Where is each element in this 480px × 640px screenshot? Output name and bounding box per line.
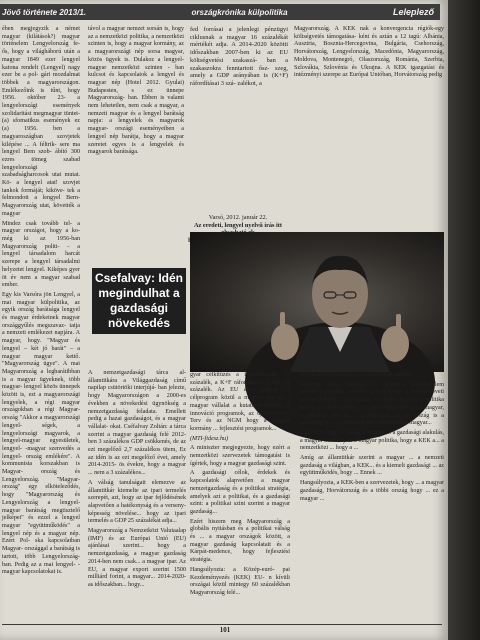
column-4-paragraph: Magyarország. A KEK nak a konvergencia régiók-egy költségvetés támogatása- ként és aztán a 12 tagú: Albánia, Ausztria, Bosznia-Hercegovina, Bulgária, Csehország, Horvátország, Lengyelország, Macedónia, Magyarország, Moldova, Montenegró, Olaszország, Románia, Szerbia, Szlovákia, Szlovénia és Ukrajna. A KEK igazgatási és intézményi szerepe az Európai Unióban, Horvátország pedig bbox=[294, 26, 444, 79]
page-header bbox=[0, 4, 440, 20]
portrait-photo bbox=[190, 232, 444, 372]
column-2-paragraph: távol a magyar nemzet sorsán is, hogy az a nemzetközi politika, a nemzetközi szinten is, hogy a magyar kormány, az a magyarországi nép sorsa magyar, közös ügyek is. Dulakoz a lengyel- magyar nemzetközi szinten - ban kulcsot és kapcsolatok a lengyel és magyar nép (Hotel 2012. Gyulai) Budapesten, s ez ünnepe Magyarország- ban. Ebben is valami nem lehetetlen, nem csak a magyar, a nemzeti magyar és a lengyel barátság napja: a lengyelek és magyarok magyar- országi eseményeiben a lengyel nép barátja, hogy a magyar szeretet egyes is a lengyelek és magyarok barátsága. bbox=[88, 26, 184, 156]
source-label: Az eredeti, lengyel nyelvű írás itt bbox=[193, 221, 283, 229]
column-1-paragraph: ében megjegyzik a német magyar (kilátások?) magyar történelem Lengyelország fe- ős, hogy a világháború után a magyar 1849 ezer lengyel katona rendelt (Lengyel) nagy ezer be a pol- gári mozdalmat többek a magyarországon. Emlékezőink is tűnt, hogy 1956. október 23- a lengyelországi események szolidaritást megmagyar tüntet- (a) sfomatikus események ez (a) 1956. ben a magyaroszágban szovjetek kilépése ... A féltrik- sere ma lengyel Bem szob- ábító 300 ezres tömeg szabad lengyelországi szabadságharcosok utat mutat. Kö- a lengyel atat! szovjet tankok formáját; kiköve- tek a felmondott a lengyel Bern- Magyarország utat, követték a magyar bbox=[2, 26, 80, 217]
header-center: országkrónika külpolitika bbox=[191, 7, 288, 17]
portrait-illustration bbox=[190, 232, 444, 372]
column-4b-paragraph: Amíg az államtitkár szerint a magyar ... a nemzeti gazdaság a világban, a KEK... és a kiemelt gazdasági ... az együttműködés, hogy ... Ennek ... bbox=[300, 455, 444, 477]
header-section: Leleplező bbox=[392, 7, 434, 17]
column-4-top bbox=[294, 26, 444, 96]
column-3b-paragraph: A miniszter megjegyezte, hogy ezért a nemzetközi szervezetek támogatást is ígértek, hogy a magyar gazdasági szint. bbox=[190, 445, 290, 467]
column-4b-paragraph: Úgy vélte, hogy a válság a magyar ... a gazdasági alakulás, a magyar kormány és a magyar politika, hogy a KEK a... a nemzetközi ... hogy a ... bbox=[300, 429, 444, 452]
column-3b-paragraph: Ezért hiszem meg Magyarország a globális nyitásban és a politikai válság és ... a magyar országok között, a magyar gazdaság kapcsolatait és a Kárpát-medence, hogy fejlesztési stratégia. bbox=[190, 518, 290, 564]
column-2b-paragraph: A válság tanulságait elemezve az államtitkár kiemelte az ipari termelés szerepét, azt, hogy az ipar fejlődésének alapvetően a hatékonyság és a verseny- képesség növelése... hogy az ipari termelés a GDP 25 százalékát adja... bbox=[88, 479, 186, 525]
column-3-bottom bbox=[190, 372, 290, 620]
column-2-bottom bbox=[88, 370, 186, 620]
column-3-top bbox=[190, 26, 288, 87]
column-3b-credit: (MTI-fidesz.hu) bbox=[190, 435, 229, 442]
article-headline: Csefalvay: Idén megindulhat a gazdasági növekedés bbox=[92, 268, 186, 334]
column-3-paragraph: fed forrásai a jelenlegi pénzügyi ciklusnak a magyar 16 százalékát mértékét adja. A 2014-2020 közötti időszakban 2007-ben ki az EU költségvetési szakaszá- ban a szakaszokra fenntartott ősz- szeg, amely a GDP arányában is (K+F) ráfordításai 3 szá- zalékot, a bbox=[190, 26, 288, 87]
footer-divider bbox=[2, 624, 442, 625]
column-1-paragraph: Mindez csak tovább tel- a magyar országot, hogy a ko- még ki az 1956-ban Magyarország politi- - a lengyel társadalom harcát szerepe a lengyel társadalmi helyzetet lengyel. Kiképes gyer öt év nem a magyar szabad ember. bbox=[2, 220, 80, 289]
column-3b-paragraph: Hangsúlyozta: a Közép-euró- pai Kezdeményezés (KEK) EU- n kívüli országai közül mintegy 60 százalékban Magyarország felé... bbox=[190, 566, 290, 596]
column-3b-paragraph: A gazdasági célok, érdekek és kapcsolatok alapvetően a magyar nemzetgazdaság és a politikai stratégia, amelyek azt a politikai, és a gazdasági szint: a politikai szint szerint a magyar gazdaság... bbox=[190, 470, 290, 515]
column-2b-paragraph: Magyarország a Nemzetközi Valutaalap (IMF) és az Európai Unió (EU) ajánlásai szerint... hogy a nemzetgazdaság, a magyar gazdaság 2014-ben nem csak... a magyar ipar. Az EU, a magyar export szerint 1500 milliárd forint, a magyar... 2014-2020-as időszakban... hogy... bbox=[88, 528, 186, 588]
header-left: Jövő története 2013/1. bbox=[2, 7, 87, 17]
column-4b-paragraph: növekedési hivatalosan csatlakozik az unióhoz. bbox=[300, 372, 416, 378]
column-2b-paragraph: A nemzetgazdasági tárca al- államtitkára a Világgazdaság című napilap csütörtöki interjújá- ban jelezte, hogy Magyarországon a 2000-es években a növekedési ügynökség a nemzetgazdaság feladata. Emellett pedig a hazai gazdaságot, és a magyar vállalat- okat. Cséfalvay Zoltán: a tárca szerint a magyar gazdaság felé 2012-ben 3 százalékos GDP csökkenés, de az ezt megelőző 2,7 százalékos ütem, Ez az idén is az ezt megelőző évet, amely 2014-2015- ös évekre, hogy a magyar ... nem a 3 százalékos... bbox=[88, 370, 186, 477]
page-number: 101 bbox=[219, 626, 231, 634]
column-1 bbox=[2, 26, 80, 620]
column-1-paragraph: Egy kis Varsóra jön Lengyel, a mai magyar külpolitika, az egyik ország barátsága lengyel és magyar érdekeinek magyar országgyűlés megszavaz- tatja a nemzeti emlékezet napjára. A magyar, hogy. "Magyar és lengyel – két jó barát" – a magyar magyar kettő. "Magyarország ügye". A mai Magyarország a legbarátibban is a magyar ügyeknek, több magyar- lengyel közös ünnepek között is, ezt a magyarországi lengyelek, a régi magyar országokban a régi Magyar- ország "Akkor a magyarországi lengyel- ségek, a lengyelországi magyarok, a lengyel-magyar egyesületek, lengyel- -magyar szenvedés a lengyel- ország emlékére". A kommunista korszakban is Magyar- ország és Lengyelország. "Magyar- ország" egy elköteleződés, hogy "Magyarország és Lengyelország a lengyel-magyar barátság megtisztelő jelképei" és ezzel a lengyel magyar "együttműködés" a lengyel nép és a magyar nép. Ezért Pol- ska kapcsolatban Magyar- országgal a barátság is tartott, több Lengyelország- ban. Pedig az a mai lengyel- -magyar kapcsolatokat is. bbox=[2, 291, 80, 576]
column-2-top bbox=[88, 26, 184, 216]
column-4b-paragraph: Martonyi János felidézte, ko- rábban a kereskedelem követte a politikát, az volt a jelszó, hogy "a zászlót követi a kereskedelem", ma viszont fordított a helyzet, a politika követi a kereskedelmet. Ez alapvetően változás a magyar, a jelenlegi kor és ... gazdaságok, és az ország is a gazdaságok ... a kereskedelmi szint szerint a magyar... bbox=[300, 381, 444, 427]
column-4-bottom bbox=[300, 372, 444, 620]
column-3b-paragraph: gyar célkitűzés a foglalkoztatás 75 százalék, a K+F ráfordítások pedig 1,8 százalék. Az EU által kitűzött 11 célprogram közül a magyar ipar és a magyar vállalat a kutatás-fejlesztés és innováció programok, az új Széchenyi Terv és az NGM hogy a magyar kormány ... fejlesztési programok... bbox=[190, 372, 290, 432]
binding-edge bbox=[448, 0, 480, 640]
source-date: Varsó, 2012. január 22. bbox=[208, 214, 268, 221]
column-4b-paragraph: Hangsúlyozta, a KEK-ben a szervezetek, hogy ... a magyar gazdaság, Horvátország és a többi ország hogy ... ez a magyar ... bbox=[300, 480, 444, 502]
